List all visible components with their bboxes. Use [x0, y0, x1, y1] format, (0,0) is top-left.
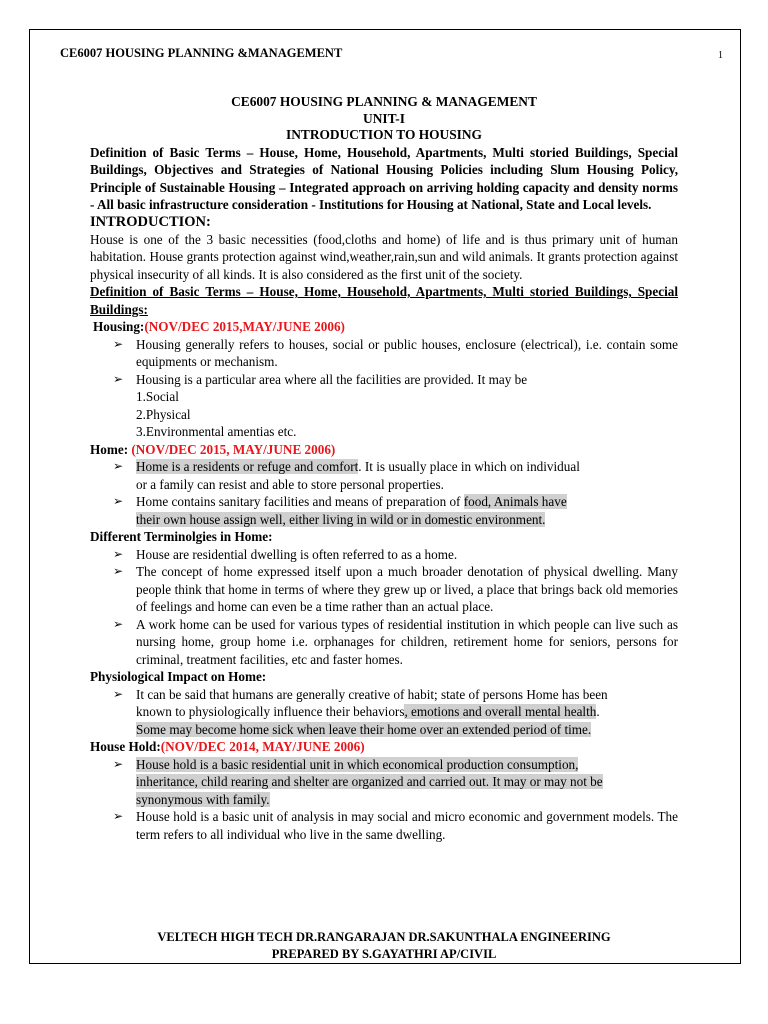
physiological-line-2-text: known to physiologically influence their behaviors	[136, 704, 405, 719]
housing-bullet-2: Housing is a particular area where all the facilities are provided. It may be	[136, 371, 528, 387]
course-title: CE6007 HOUSING PLANNING & MANAGEMENT	[231, 94, 537, 109]
introduction-paragraph: House is one of the 3 basic necessities (food,cloths and home) of life and is thus primary unit of human habitation. House grants protection against wind,weather,rain,sun and wild animals. It grants protection against physical insecurity of all kinds. It is also considered as the first unit of the society.	[90, 231, 678, 282]
housing-type-3: 3.Environmental amentias etc.	[136, 424, 297, 439]
home-bullet-1-line-2: or a family can resist and able to store personal properties.	[136, 476, 444, 492]
arrow-bullet-icon: ➢	[113, 809, 124, 823]
physiological-line-2-highlight: , emotions and overall mental health	[404, 704, 597, 719]
housing-heading	[93, 318, 678, 336]
footer-author: PREPARED BY S.GAYATHRI AP/CIVIL	[271, 946, 497, 961]
list-item	[90, 808, 678, 843]
housing-exam-tag: (NOV/DEC 2015,MAY/JUNE 2006)	[144, 319, 345, 334]
terminologies-heading: Different Terminolgies in Home:	[90, 529, 273, 544]
home-label: Home:	[90, 441, 129, 457]
housing-type-1: 1.Social	[136, 389, 179, 404]
list-item	[90, 563, 678, 616]
list-item	[90, 686, 678, 739]
list-item	[90, 458, 678, 493]
arrow-bullet-icon: ➢	[113, 756, 124, 771]
household-exam-tag: (NOV/DEC 2014, MAY/JUNE 2006)	[160, 739, 365, 754]
housing-type-2: 2.Physical	[136, 406, 191, 422]
physiological-line-3-highlight: Some may become home sick when leave their home over an extended period of time.	[136, 721, 592, 737]
list-item	[90, 371, 678, 389]
footer-institution: VELTECH HIGH TECH DR.RANGARAJAN DR.SAKUNTHALA ENGINEERING	[157, 930, 611, 944]
list-item	[90, 616, 678, 669]
page-footer	[90, 929, 678, 962]
terminology-bullet-2: The concept of home expressed itself upon a much broader denotation of physical dwelling. Many people think that home in terms of where they grew up or lived, a place that brings back old memories of feelings and home can even be a time rather than an actual place.	[136, 564, 678, 614]
household-heading	[90, 738, 678, 756]
home-exam-tag: (NOV/DEC 2015, MAY/JUNE 2006)	[131, 441, 336, 457]
household-bullet-1-line-1: House hold is a basic residential unit in which economical production consumption,	[136, 756, 579, 772]
page-number: 1	[718, 50, 723, 61]
household-bullet-1-line-3: synonymous with family.	[136, 791, 270, 807]
arrow-bullet-icon: ➢	[113, 546, 124, 561]
arrow-bullet-icon: ➢	[113, 459, 124, 473]
home-bullet-1-highlight: Home is a residents or refuge and comfort	[136, 459, 359, 474]
list-item	[90, 336, 678, 371]
arrow-bullet-icon: ➢	[113, 336, 124, 351]
list-item	[90, 493, 678, 528]
definitions-heading: Definition of Basic Terms – House, Home, Household, Apartments, Multi storied Buildings, Special Buildings:	[90, 284, 678, 317]
unit-title: UNIT-I	[363, 110, 405, 126]
household-label: House Hold:	[90, 739, 161, 754]
housing-bullet-1: Housing generally refers to houses, social or public houses, enclosure (electrical), i.e. contain some equipments or mechanism.	[136, 336, 678, 369]
arrow-bullet-icon: ➢	[113, 494, 124, 508]
arrow-bullet-icon: ➢	[113, 686, 124, 701]
housing-label: Housing:	[93, 319, 145, 334]
home-bullet-1-text: . It is usually place in which on individual	[358, 459, 580, 474]
arrow-bullet-icon: ➢	[113, 371, 124, 386]
list-item	[90, 546, 678, 564]
document-body	[90, 94, 678, 843]
physiological-line-2-end: .	[596, 704, 600, 719]
household-bullet-1-line-2: inheritance, child rearing and shelter are organized and carried out. It may or may not be	[136, 774, 603, 789]
introduction-heading: INTRODUCTION:	[90, 213, 211, 230]
terminology-bullet-1: House are residential dwelling is often referred to as a home.	[136, 546, 458, 562]
list-item	[90, 756, 678, 809]
topic-title: INTRODUCTION TO HOUSING	[286, 127, 482, 142]
running-header: CE6007 HOUSING PLANNING &MANAGEMENT	[60, 46, 343, 60]
physiological-heading: Physiological Impact on Home:	[90, 669, 267, 684]
home-bullet-2-highlight-2: their own house assign well, either living in wild or in domestic environment.	[136, 511, 546, 527]
syllabus-paragraph: Definition of Basic Terms – House, Home, Household, Apartments, Multi storied Buildings, Special Buildings, Objectives and Strategies of National Housing Policies including Slum Housing Policy, Principle of Sustainable Housing – Integrated approach on arriving holding capacity and density norms - All basic infrastructure consideration - Institutions for Housing at National, State and Local levels.	[90, 144, 678, 212]
arrow-bullet-icon: ➢	[113, 564, 124, 578]
terminology-bullet-3: A work home can be used for various types of residential institution in which people can live such as nursing home, group home i.e. orphanages for children, retirement home for seniors, persons for criminal, treatment facilities, etc and faster homes.	[136, 616, 678, 667]
home-bullet-2-highlight-1: food, Animals have	[463, 494, 567, 509]
home-heading	[90, 441, 678, 459]
household-bullet-2: House hold is a basic unit of analysis in may social and micro economic and government models. The term refers to all individual who live in the same dwelling.	[136, 809, 678, 842]
physiological-line-1: It can be said that humans are generally creative of habit; state of persons Home has been	[136, 686, 608, 702]
home-bullet-2-text: Home contains sanitary facilities and means of preparation of	[136, 494, 464, 509]
arrow-bullet-icon: ➢	[113, 616, 124, 631]
